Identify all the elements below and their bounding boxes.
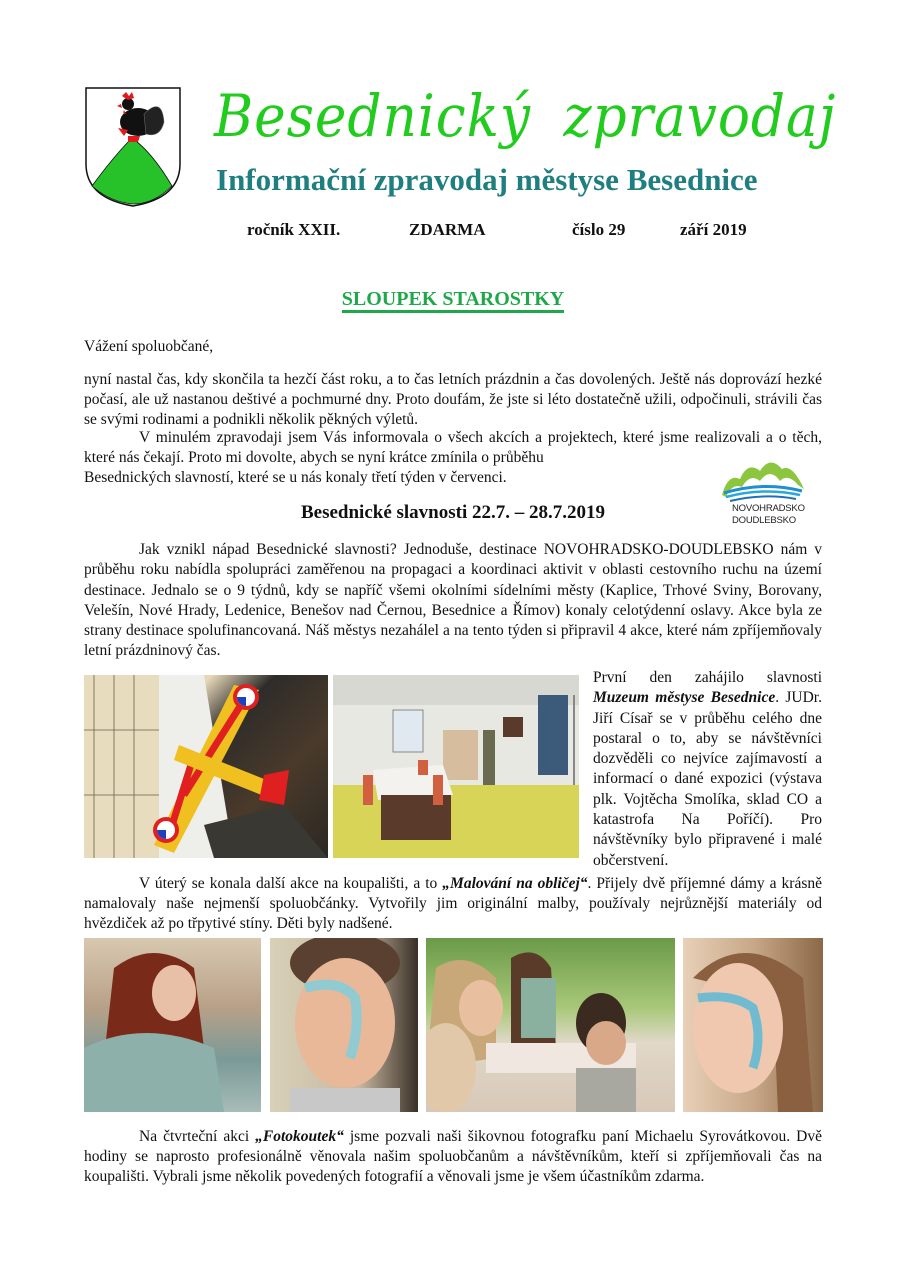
issue-number-label: číslo 29 [572, 220, 626, 239]
paragraph-museum-day [593, 668, 822, 871]
newsletter-title: Besednický zpravodaj [214, 82, 837, 150]
museum-text-pre: První den zahájilo slavnosti [593, 669, 822, 686]
photo-booth-emphasis: „Fotokoutek“ [255, 1128, 344, 1145]
photo-boy-glitter-face [270, 938, 418, 1112]
coat-of-arms-image [84, 86, 182, 208]
photo-booth-text-pre: Na čtvrteční akci [139, 1128, 256, 1145]
paragraph-festival-origin: Jak vznikl nápad Besednické slavnosti? Jednoduše, destinace NOVOHRADSKO-DOUDLEBSKO nám v průběhu roku nabídla spolupráci zaměřenou na propagaci a koordinaci aktivit v oblasti cestovního ruchu na území destinace. Jednalo se o 9 týdnů, kdy se napříč všemi okolními sídelními městy (Kaplice, Trhové Sviny, Borovany, Velešín, Nové Hrady, Ledenice, Benešov nad Černou, Besednice a Římov) konaly celotýdenní oslavy. Akce byla ze strany destinace spolufinancovaná. Náš městys nezahálel a na tento týden si připravil 4 akce, které nám zpříjemňovaly letní prázdninový čas. [84, 541, 822, 660]
section-title-text: SLOUPEK STAROSTKY [342, 288, 564, 313]
photo-booth-text-post: jsme pozvali naši šikovnou fotografku paní Michaelu Syrovátkovou. Dvě hodiny se naprosto profesionálně věnovala našim spoluobčanům a návštěvníkům, kteří si zpříjemňovali čas na koupališti. Vybrali jsme několik povedených fotografií a věnovali jsme je všem účastníkům zdarma. [84, 1128, 822, 1185]
photo-face-painting-table [426, 938, 675, 1112]
volume-label: ročník XXII. [247, 220, 341, 239]
paragraph-previous-issue: V minulém zpravodaji jsem Vás informovala o všech akcích a projektech, které jsme realizovali a o těch, které nás čekají. Proto mi dovolte, abych se nyní krátce zmínila o průběhu [84, 429, 822, 466]
paragraph-festival-intro: Besednických slavností, které se u nás konaly třetí týden v červenci. [84, 469, 507, 486]
paragraph-photo-booth [84, 1127, 822, 1187]
newsletter-subtitle: Informační zpravodaj městyse Besednice [216, 162, 758, 197]
face-painting-text-pre: V úterý se konala další akce na koupališti, a to [139, 875, 443, 892]
face-painting-emphasis: „Malování na obličej“ [442, 875, 588, 892]
paragraph-intro: nyní nastal čas, kdy skončila ta hezčí část roku, a to čas letních prázdnin a čas dovolených. Ještě nás doprovází hezké počasí, ale už nastanou deštivé a pochmurné dny. Proto doufám, že jste si léto dostatečně užili, odpočinuli, strávili čas se svými rodinami a podnikli několik pěkných výletů. [84, 371, 822, 428]
face-painting-text-post: . Přijely dvě příjemné dámy a krásně namalovaly naše nejmenší spoluobčánky. Vytvořily jim originální malby, používaly nejrůznější materiály od hvězdiček až po třpytivé stíny. Děti byly nadšené. [84, 875, 822, 932]
museum-name-emphasis: Muzeum městyse Besednice [593, 689, 776, 707]
photo-model-airplane [84, 675, 328, 858]
section-title [0, 287, 906, 311]
photo-face-painter-woman [84, 938, 261, 1112]
museum-text-post: . JUDr. Jiří Císař se v průběhu celého dne postaral o to, aby se návštěvníci dozvěděli co nejvíce zajímavostí a informací o dané expozici (výstava plk. Vojtěcha Smolíka, sklad CO a katastrofa Na Poříčí). Pro návštěvníky bylo připravené i malé občerstvení. [593, 689, 822, 869]
price-label: ZDARMA [409, 220, 486, 239]
paragraph-face-painting [84, 874, 822, 934]
logo-text-line1: NOVOHRADSKO [732, 503, 805, 514]
logo-text-line2: DOUDLEBSKO [732, 515, 796, 526]
issue-date-label: září 2019 [680, 220, 747, 239]
event-heading: Besednické slavnosti 22.7. – 28.7.2019 [300, 502, 606, 523]
greeting: Vážení spoluobčané, [84, 338, 214, 355]
photo-museum-room [333, 675, 579, 858]
photo-girl-glitter-face [683, 938, 823, 1112]
